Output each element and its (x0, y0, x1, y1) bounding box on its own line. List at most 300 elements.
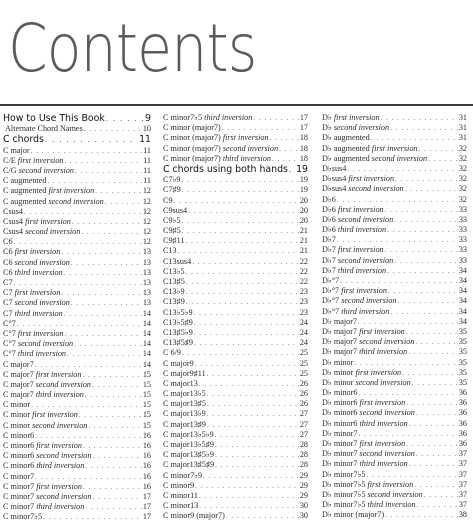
toc-entry[interactable] (322, 235, 467, 245)
toc-entry-qualifier: third inversion (36, 502, 85, 512)
toc-entry-text: D♭ minor6 (322, 418, 360, 428)
dot-leader (390, 307, 457, 317)
toc-entry-qualifier: second inversion (367, 489, 423, 499)
toc-entry[interactable] (163, 450, 308, 460)
dot-leader (222, 123, 299, 133)
toc-entry[interactable] (163, 246, 308, 256)
toc-entry[interactable] (3, 472, 151, 482)
toc-entry[interactable] (3, 360, 151, 370)
toc-entry[interactable] (3, 258, 151, 268)
toc-entry[interactable] (322, 337, 467, 347)
toc-entry-label (3, 146, 30, 156)
toc-entry-qualifier: third inversion (36, 461, 85, 471)
toc-section-heading[interactable] (163, 164, 308, 175)
dot-leader (47, 176, 142, 186)
toc-entry-label (163, 297, 185, 307)
dot-leader (279, 144, 299, 154)
toc-entry[interactable] (3, 156, 151, 166)
toc-entry-qualifier: third inversion (341, 306, 390, 316)
toc-entry[interactable] (3, 410, 151, 420)
toc-entry[interactable] (3, 390, 151, 400)
toc-entry[interactable] (3, 492, 151, 502)
toc-entry[interactable] (322, 510, 467, 520)
toc-entry-qualifier: second inversion (36, 491, 92, 501)
toc-entry[interactable] (3, 217, 151, 227)
toc-page-number: 38 (458, 510, 467, 520)
toc-entry[interactable] (163, 287, 308, 297)
toc-entry-text: Csus4 (3, 227, 26, 237)
toc-entry[interactable] (163, 359, 308, 369)
toc-page-number: 23 (299, 287, 308, 297)
toc-entry-label (163, 185, 181, 195)
toc-entry-qualifier: first inversion (32, 410, 78, 420)
toc-entry-text: C/G (3, 165, 19, 175)
toc-entry-label (3, 339, 73, 349)
toc-entry[interactable] (163, 348, 308, 358)
toc-entry[interactable] (163, 399, 308, 409)
toc-entry-text: D♭7 (322, 255, 338, 265)
toc-entry-label (3, 207, 23, 217)
toc-entry[interactable] (163, 511, 308, 521)
toc-entry-label (322, 347, 407, 357)
toc-entry-label (3, 360, 34, 370)
toc-entry[interactable] (163, 206, 308, 216)
dot-leader (387, 266, 458, 276)
toc-entry[interactable] (322, 184, 467, 194)
toc-entry[interactable] (322, 500, 467, 510)
dot-leader (186, 297, 299, 307)
toc-page-number: 16 (142, 451, 151, 461)
toc-entry-label (163, 287, 185, 297)
toc-entry[interactable] (3, 124, 151, 134)
dot-leader (415, 337, 457, 347)
toc-entry-label (3, 370, 81, 380)
toc-entry-text: D♭°7 (322, 286, 342, 296)
toc-section-heading[interactable] (3, 113, 151, 124)
toc-entry-label (3, 156, 64, 166)
toc-entry[interactable] (163, 481, 308, 491)
toc-page-number: 16 (142, 481, 151, 491)
toc-entry[interactable] (163, 369, 308, 379)
toc-entry[interactable] (322, 164, 467, 174)
toc-entry-text: C minor (3, 400, 31, 410)
toc-entry-label (3, 329, 64, 339)
toc-page-number: 37 (458, 489, 467, 499)
toc-entry[interactable] (322, 307, 467, 317)
dot-leader (337, 235, 458, 245)
toc-entry[interactable] (163, 471, 308, 481)
dot-leader (203, 471, 299, 481)
toc-entry-text: C13♯5♭9 (163, 327, 193, 337)
toc-entry-text: C major13♯9 (163, 419, 206, 429)
toc-entry-qualifier: third inversion (367, 500, 416, 510)
dot-leader (394, 215, 458, 225)
toc-page-number: 28 (299, 450, 308, 460)
dot-leader (385, 245, 458, 255)
toc-entry-label (322, 276, 339, 286)
toc-entry-qualifier: second inversion (359, 408, 415, 418)
toc-page-number: 34 (458, 286, 467, 296)
toc-entry[interactable] (322, 470, 467, 480)
toc-entry[interactable] (3, 207, 151, 217)
toc-entry-text: C minor9 (163, 480, 195, 490)
toc-entry-qualifier: first inversion (14, 288, 61, 298)
toc-entry[interactable] (3, 288, 151, 298)
dot-leader (17, 319, 142, 329)
toc-entry[interactable] (163, 277, 308, 287)
dot-leader (194, 328, 299, 338)
toc-entry-label (322, 490, 423, 500)
toc-entry-text: C chords (3, 134, 44, 146)
toc-entry-label (163, 450, 214, 460)
toc-entry[interactable] (3, 451, 151, 461)
toc-entry[interactable] (163, 338, 308, 348)
toc-page-number: 24 (299, 317, 308, 327)
toc-page-number: 26 (299, 389, 308, 399)
toc-entry[interactable] (3, 197, 151, 207)
toc-entry-text: D♭7 (322, 265, 338, 275)
toc-entry-label (3, 134, 44, 145)
toc-entry-label (163, 206, 187, 216)
toc-entry-qualifier: first inversion (17, 328, 64, 338)
toc-entry-text: C9♭5 (163, 215, 181, 225)
toc-entry[interactable] (3, 237, 151, 247)
toc-entry-label (3, 227, 80, 237)
toc-entry-qualifier: first inversion (359, 398, 406, 408)
toc-entry-qualifier: second inversion (333, 123, 390, 133)
toc-entry[interactable] (322, 327, 467, 337)
toc-entry-label (322, 266, 386, 276)
toc-entry[interactable] (322, 296, 467, 306)
dot-leader (64, 268, 142, 278)
dot-leader (45, 134, 138, 145)
toc-entry-text: C major7 (3, 369, 36, 379)
toc-entry-text: C major (3, 145, 30, 155)
toc-entry[interactable] (3, 380, 151, 390)
dot-leader (406, 327, 458, 337)
toc-entry[interactable] (3, 431, 151, 441)
toc-entry[interactable] (322, 195, 467, 205)
toc-entry[interactable] (163, 389, 308, 399)
toc-entry-text: C°7 (3, 349, 18, 359)
toc-entry[interactable] (3, 176, 151, 186)
dot-leader (215, 430, 299, 440)
dot-leader (71, 298, 142, 308)
toc-entry-text: C major7 (3, 390, 36, 400)
dot-leader (194, 308, 299, 318)
toc-entry-text: C minor (major7) (163, 143, 223, 153)
toc-entry-text: C minor9 (major7) (163, 511, 225, 521)
toc-entry-label (322, 215, 393, 225)
toc-entry[interactable] (322, 215, 467, 225)
toc-entry-label (163, 144, 278, 154)
dot-leader (182, 216, 299, 226)
toc-page-number: 33 (458, 214, 467, 224)
toc-entry-text: C augmented (3, 196, 49, 206)
toc-entry[interactable] (3, 278, 151, 288)
toc-entry[interactable] (163, 144, 308, 154)
dot-leader (289, 164, 295, 175)
toc-entry[interactable] (163, 491, 308, 501)
toc-entry[interactable] (163, 216, 308, 226)
toc-page-number: 25 (299, 348, 308, 358)
toc-entry-label (5, 124, 83, 134)
toc-entry[interactable] (163, 420, 308, 430)
toc-entry[interactable] (3, 309, 151, 319)
dot-leader (207, 420, 299, 430)
toc-entry-label (3, 461, 84, 471)
toc-entry-text: C major13♯5 (163, 399, 206, 409)
toc-entry-label (163, 196, 173, 206)
toc-entry[interactable] (163, 185, 308, 195)
toc-entry-label (322, 459, 408, 469)
toc-entry[interactable] (3, 186, 151, 196)
toc-entry[interactable] (322, 490, 467, 500)
dot-leader (31, 146, 143, 156)
dot-leader (270, 133, 299, 143)
toc-entry[interactable] (163, 501, 308, 511)
toc-entry[interactable] (322, 419, 467, 429)
toc-entry-label (163, 460, 214, 470)
dot-leader (182, 348, 299, 358)
toc-entry-label (163, 440, 214, 450)
toc-entry-text: D♭ minor6 (322, 388, 358, 398)
toc-entry[interactable] (3, 298, 151, 308)
toc-entry[interactable] (163, 318, 308, 328)
toc-entry[interactable] (3, 421, 151, 431)
contents-column-1 (3, 113, 151, 523)
toc-page-number: 10 (142, 124, 151, 134)
toc-entry-text: D♭ major7 (322, 326, 360, 336)
toc-entry[interactable] (3, 482, 151, 492)
toc-page-number: 20 (299, 205, 308, 215)
toc-entry[interactable] (322, 286, 467, 296)
dot-leader (65, 156, 143, 166)
toc-entry-text: C6 (3, 257, 15, 267)
toc-entry[interactable] (322, 256, 467, 266)
toc-entry-label (322, 195, 336, 205)
toc-entry[interactable] (322, 480, 467, 490)
toc-page-number: 30 (299, 501, 308, 511)
toc-entry-qualifier: first inversion (367, 479, 414, 489)
dot-leader (178, 246, 299, 256)
toc-entry[interactable] (322, 276, 467, 286)
dot-leader (74, 339, 142, 349)
toc-page-number: 35 (458, 367, 467, 377)
toc-entry[interactable] (163, 257, 308, 267)
toc-page-number: 35 (458, 377, 467, 387)
toc-page-number: 23 (299, 307, 308, 317)
toc-entry[interactable] (322, 378, 467, 388)
toc-entry-label (3, 319, 16, 329)
toc-entry[interactable] (163, 113, 308, 123)
dot-leader (194, 318, 299, 328)
toc-entry-label (3, 278, 13, 288)
toc-entry-label (163, 236, 185, 246)
toc-entry[interactable] (322, 358, 467, 368)
toc-entry-qualifier: third inversion (337, 265, 387, 275)
toc-page-number: 24 (299, 338, 308, 348)
dot-leader (199, 501, 299, 511)
toc-entry[interactable] (163, 226, 308, 236)
toc-entry[interactable] (163, 308, 308, 318)
toc-entry[interactable] (322, 368, 467, 378)
toc-entry[interactable] (3, 146, 151, 156)
toc-entry[interactable] (163, 123, 308, 133)
toc-page-number: 33 (458, 204, 467, 214)
dot-leader (414, 480, 458, 490)
toc-entry-label (3, 472, 34, 482)
toc-entry[interactable] (163, 267, 308, 277)
toc-entry-qualifier: second inversion (222, 143, 279, 153)
toc-entry[interactable] (322, 123, 467, 133)
toc-entry-label (3, 288, 60, 298)
toc-page-number: 22 (299, 277, 308, 286)
toc-entry-text: C augmented (3, 186, 49, 196)
toc-entry-label (322, 510, 384, 520)
toc-entry-text: D♭6 (322, 214, 338, 224)
toc-entry-text: D♭ major7 (322, 347, 360, 357)
toc-entry-qualifier: first inversion (359, 439, 406, 448)
toc-entry[interactable] (322, 133, 467, 143)
toc-page-number: 19 (299, 175, 308, 185)
toc-entry[interactable] (322, 174, 467, 184)
dot-leader (207, 389, 299, 399)
toc-entry[interactable] (163, 297, 308, 307)
toc-entry[interactable] (3, 349, 151, 359)
toc-page-number: 13 (142, 267, 151, 277)
toc-entry[interactable] (322, 266, 467, 276)
toc-entry[interactable] (322, 113, 467, 123)
toc-entry[interactable] (322, 144, 467, 154)
toc-entry[interactable] (322, 154, 467, 164)
toc-page-number: 13 (142, 298, 151, 308)
toc-entry[interactable] (163, 196, 308, 206)
toc-entry-label (3, 247, 60, 257)
toc-entry[interactable] (163, 440, 308, 450)
toc-section-heading[interactable] (3, 134, 151, 145)
dot-leader (88, 421, 141, 431)
toc-entry-label (3, 441, 82, 451)
toc-page-number: 24 (299, 327, 308, 337)
toc-page-number: 17 (142, 491, 151, 501)
toc-entry-label (3, 186, 94, 196)
toc-entry-qualifier: third inversion (222, 153, 271, 163)
toc-entry[interactable] (163, 409, 308, 419)
toc-entry[interactable] (322, 429, 467, 439)
toc-entry-label (322, 174, 394, 184)
toc-entry-text: C7 (3, 278, 13, 287)
toc-entry[interactable] (322, 398, 467, 408)
toc-entry[interactable] (163, 175, 308, 185)
toc-entry[interactable] (3, 166, 151, 176)
toc-entry[interactable] (163, 460, 308, 470)
toc-entry[interactable] (3, 319, 151, 329)
toc-entry[interactable] (322, 225, 467, 235)
toc-entry-label (3, 166, 74, 176)
toc-entry[interactable] (322, 439, 467, 449)
toc-entry-text: C9♯5 (163, 226, 181, 236)
toc-entry[interactable] (163, 328, 308, 338)
toc-entry[interactable] (3, 329, 151, 339)
toc-page-number: 14 (142, 318, 151, 328)
toc-page-number: 16 (142, 430, 151, 440)
toc-entry-label (3, 113, 105, 124)
toc-entry-text: C7♭9 (163, 175, 181, 185)
toc-entry-qualifier: second inversion (17, 339, 74, 349)
toc-entry[interactable] (3, 268, 151, 278)
toc-entry-label (3, 258, 70, 268)
dot-leader (428, 154, 458, 164)
toc-page-number: 13 (142, 247, 151, 257)
toc-entry[interactable] (163, 430, 308, 440)
toc-page-number: 13 (142, 278, 151, 287)
toc-entry[interactable] (322, 459, 467, 469)
toc-page-number: 15 (142, 379, 151, 389)
toc-entry[interactable] (322, 388, 467, 398)
toc-entry[interactable] (3, 227, 151, 237)
toc-page-number: 16 (142, 471, 151, 481)
toc-entry[interactable] (322, 245, 467, 255)
toc-entry[interactable] (3, 461, 151, 471)
toc-page-number: 21 (299, 226, 308, 236)
toc-entry[interactable] (163, 154, 308, 164)
dot-leader (390, 123, 458, 133)
toc-entry[interactable] (3, 512, 151, 522)
toc-entry[interactable] (322, 408, 467, 418)
toc-entry-label (322, 358, 353, 368)
toc-entry[interactable] (163, 379, 308, 389)
toc-entry-qualifier: first inversion (35, 369, 82, 379)
toc-entry-qualifier: first inversion (337, 204, 384, 214)
toc-entry[interactable] (3, 370, 151, 380)
dot-leader (424, 490, 458, 500)
toc-page-number: 11 (139, 134, 151, 146)
toc-entry[interactable] (3, 441, 151, 451)
toc-entry-qualifier: third inversion (359, 459, 408, 469)
toc-page-number: 27 (299, 409, 308, 419)
toc-entry-qualifier: second inversion (337, 214, 394, 224)
toc-entry[interactable] (322, 449, 467, 459)
toc-entry[interactable] (163, 236, 308, 246)
toc-page-number: 15 (142, 369, 151, 379)
toc-entry[interactable] (163, 133, 308, 143)
dot-leader (419, 144, 458, 154)
toc-entry-qualifier: third inversion (359, 418, 408, 428)
toc-entry-text: Alternate Chord Names (5, 124, 83, 134)
toc-entry[interactable] (322, 347, 467, 357)
toc-entry-qualifier: second inversion (18, 165, 74, 175)
toc-entry[interactable] (322, 317, 467, 327)
toc-entry-text: C9 (163, 195, 173, 205)
toc-page-number: 12 (142, 196, 151, 206)
toc-entry[interactable] (3, 339, 151, 349)
toc-entry[interactable] (3, 400, 151, 410)
toc-entry[interactable] (3, 502, 151, 512)
toc-entry-label (3, 421, 87, 431)
toc-entry-label (322, 133, 370, 143)
toc-entry-text: C13sus4 (163, 256, 192, 266)
dot-leader (71, 258, 142, 268)
toc-entry[interactable] (3, 247, 151, 257)
toc-entry-text: C minor6 (3, 451, 37, 461)
toc-entry-label (3, 502, 84, 512)
toc-page-number: 35 (458, 357, 467, 367)
toc-entry-qualifier: second inversion (36, 451, 92, 461)
dot-leader (92, 380, 142, 390)
dot-leader (199, 491, 299, 501)
toc-entry[interactable] (322, 205, 467, 215)
